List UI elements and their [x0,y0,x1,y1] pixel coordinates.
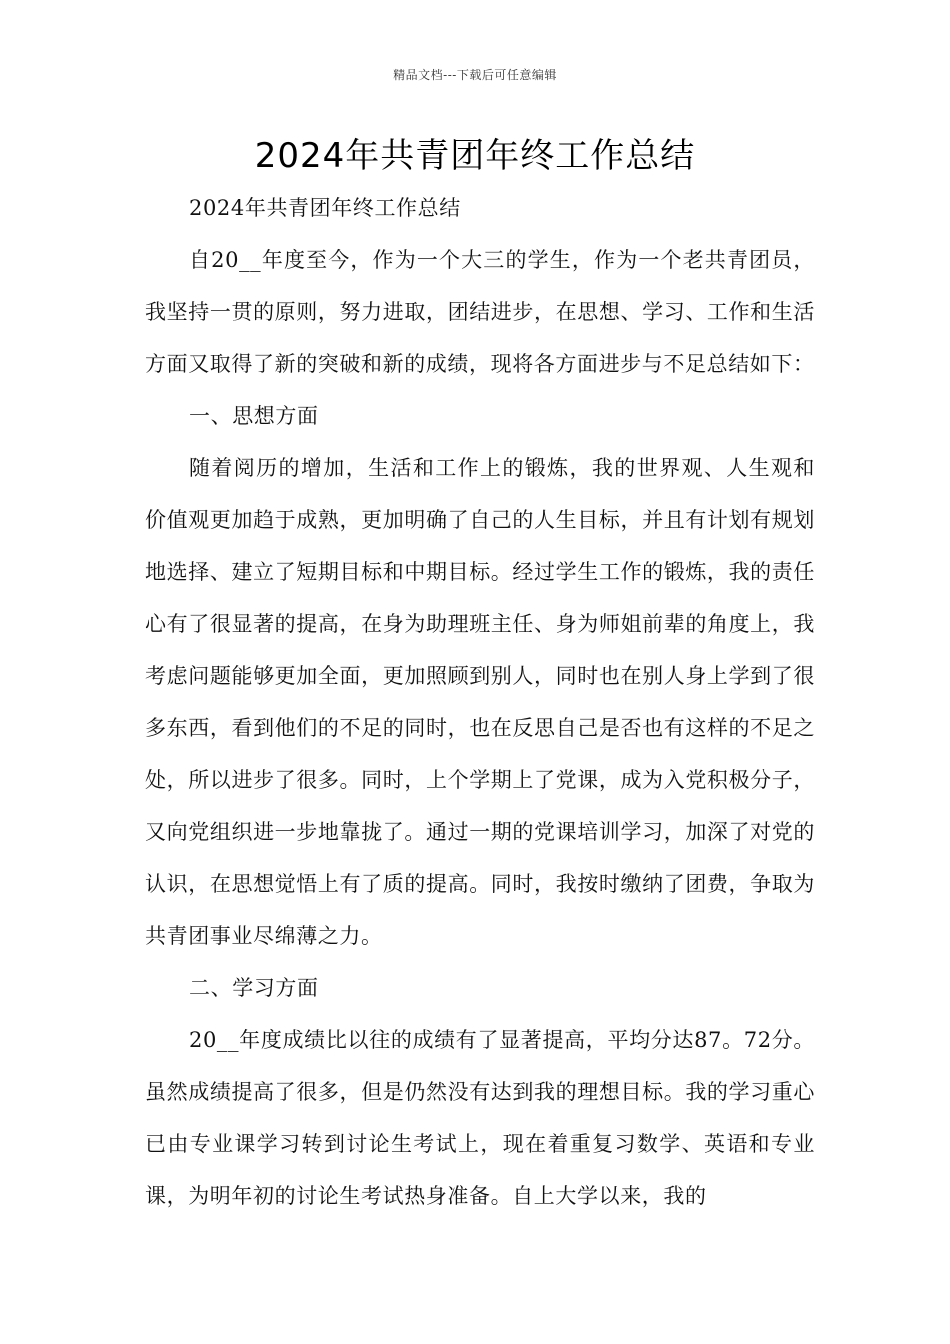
intro-paragraph: 自20__年度至今，作为一个大三的学生，作为一个老共青团员，我坚持一贯的原则，努力进取，团结进步，在思想、学习、工作和生活方面又取得了新的突破和新的成绩，现将各方面进步与不足总结如下： [145,248,815,376]
header-note: 精品文档---下载后可任意编辑 [393,68,557,82]
section-heading-thought: 一、思想方面 [189,404,319,428]
thought-paragraph: 随着阅历的增加，生活和工作上的锻炼，我的世界观、人生观和价值观更加趋于成熟，更加明确了自己的人生目标，并且有计划有规划地选择、建立了短期目标和中期目标。经过学生工作的锻炼，我的责任心有了很显著的提高，在身为助理班主任、身为师姐前辈的角度上，我考虑问题能够更加全面，更加照顾到别人，同时也在别人身上学到了很多东西，看到他们的不足的同时，也在反思自己是否也有这样的不足之处，所以进步了很多。同时，上个学期上了党课，成为入党积极分子，又向党组织进一步地靠拢了。通过一期的党课培训学习，加深了对党的认识，在思想觉悟上有了质的提高。同时，我按时缴纳了团费，争取为共青团事业尽绵薄之力。 [145,456,815,948]
subtitle-paragraph: 2024年共青团年终工作总结 [189,196,461,220]
section-heading-study: 二、学习方面 [189,976,319,1000]
study-paragraph: 20__年度成绩比以往的成绩有了显著提高，平均分达87。72分。虽然成绩提高了很多，但是仍然没有达到我的理想目标。我的学习重心已由专业课学习转到讨论生考试上，现在着重复习数学、英语和专业课，为明年初的讨论生考试热身准备。自上大学以来，我的 [145,1028,815,1208]
document-body [145,182,815,1222]
document-title: 2024年共青团年终工作总结 [254,136,696,176]
